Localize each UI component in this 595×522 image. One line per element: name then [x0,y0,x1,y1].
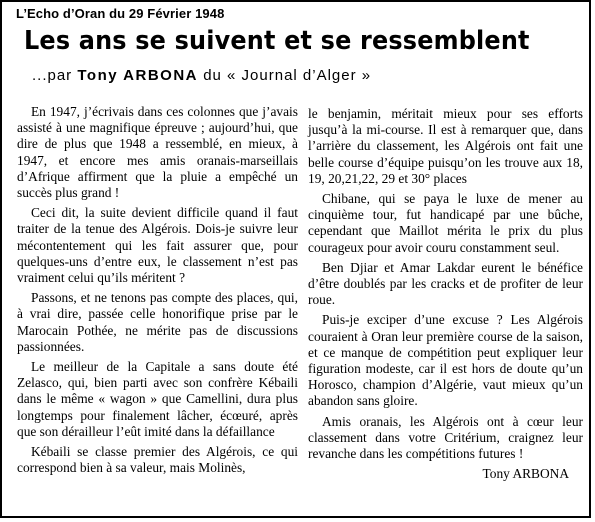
paragraph: Puis-je exciper d’une excuse ? Les Algérois couraient à Oran leur première course de la saison, et ce manque de compétition peut expliquer leur figuration modeste, car il est hors de doute qu’un Horosco, champion d’Algérie, vaut mieux qu’un abandon sans gloire. [308,312,583,409]
paragraph: Amis oranais, les Algérois ont à cœur leur classement dans votre Critérium, craignez leur revanche dans les compétitions futures ! [308,413,583,462]
paragraph: Le meilleur de la Capitale a sans doute été Zelasco, qui, bien parti avec son confrère Kébaili dans le même « wagon » que Camellini, dura plus longtemps pour finalement lâcher, écœuré, après que son dérailleur l’eût imité dans la défaillance [17,359,298,439]
left-column [17,104,298,480]
paragraph: Ceci dit, la suite devient difficile quand il faut traiter de la tenue des Algérois. Dois-je suivre leur mécontentement qui les fait assurer que, pour quelques-uns d’entre eux, le classement n’est pas vraiment celui qu’ils méritent ? [17,205,298,286]
paragraph: le benjamin, méritait mieux pour ses efforts jusqu’à la mi-course. Il est à remarquer que, dans l’arrière du classement, les Algérois ont fait une belle course d’équipe puisqu’on les trouve aux 18, 19, 20,21,22, 29 et 30° places [308,106,583,186]
article-headline: Les ans se suivent et se ressemblent [24,26,530,56]
source-header: L’Echo d’Oran du 29 Février 1948 [16,6,225,21]
paragraph: Passons, et ne tenons pas compte des places, qui, à vrai dire, passée celle honorifique prise par le Marocain Pothée, ne mérite pas de discussions passionnées. [17,290,298,354]
byline-author: Tony ARBONA [77,67,199,84]
paragraph: Chibane, qui se paya le luxe de mener au cinquième tour, fut handicapé par une bûche, cependant que Maillot mérita le prix du plus courageux pour avoir couru constamment seul. [308,191,583,255]
byline [32,67,371,84]
byline-prefix: ...par [32,67,78,84]
byline-suffix: du « Journal d’Alger » [198,67,372,84]
signature: Tony ARBONA [482,466,569,482]
paragraph: Ben Djiar et Amar Lakdar eurent le bénéfice d’être doublés par les cracks et de profiter de leur roue. [308,259,583,308]
paragraph: Kébaili se classe premier des Algérois, ce qui correspond bien à sa valeur, mais Molinès, [17,444,298,476]
paragraph: En 1947, j’écrivais dans ces colonnes que j’avais assisté à une magnifique épreuve ; aujourd’hui, que dire de plus que 1948 a ressemblé, en mieux, à 1947, et encore mes amis oranais-marseillais d’Afrique affirment que la pluie a empêché un succès plus grand ! [17,104,298,201]
right-column [308,106,583,486]
